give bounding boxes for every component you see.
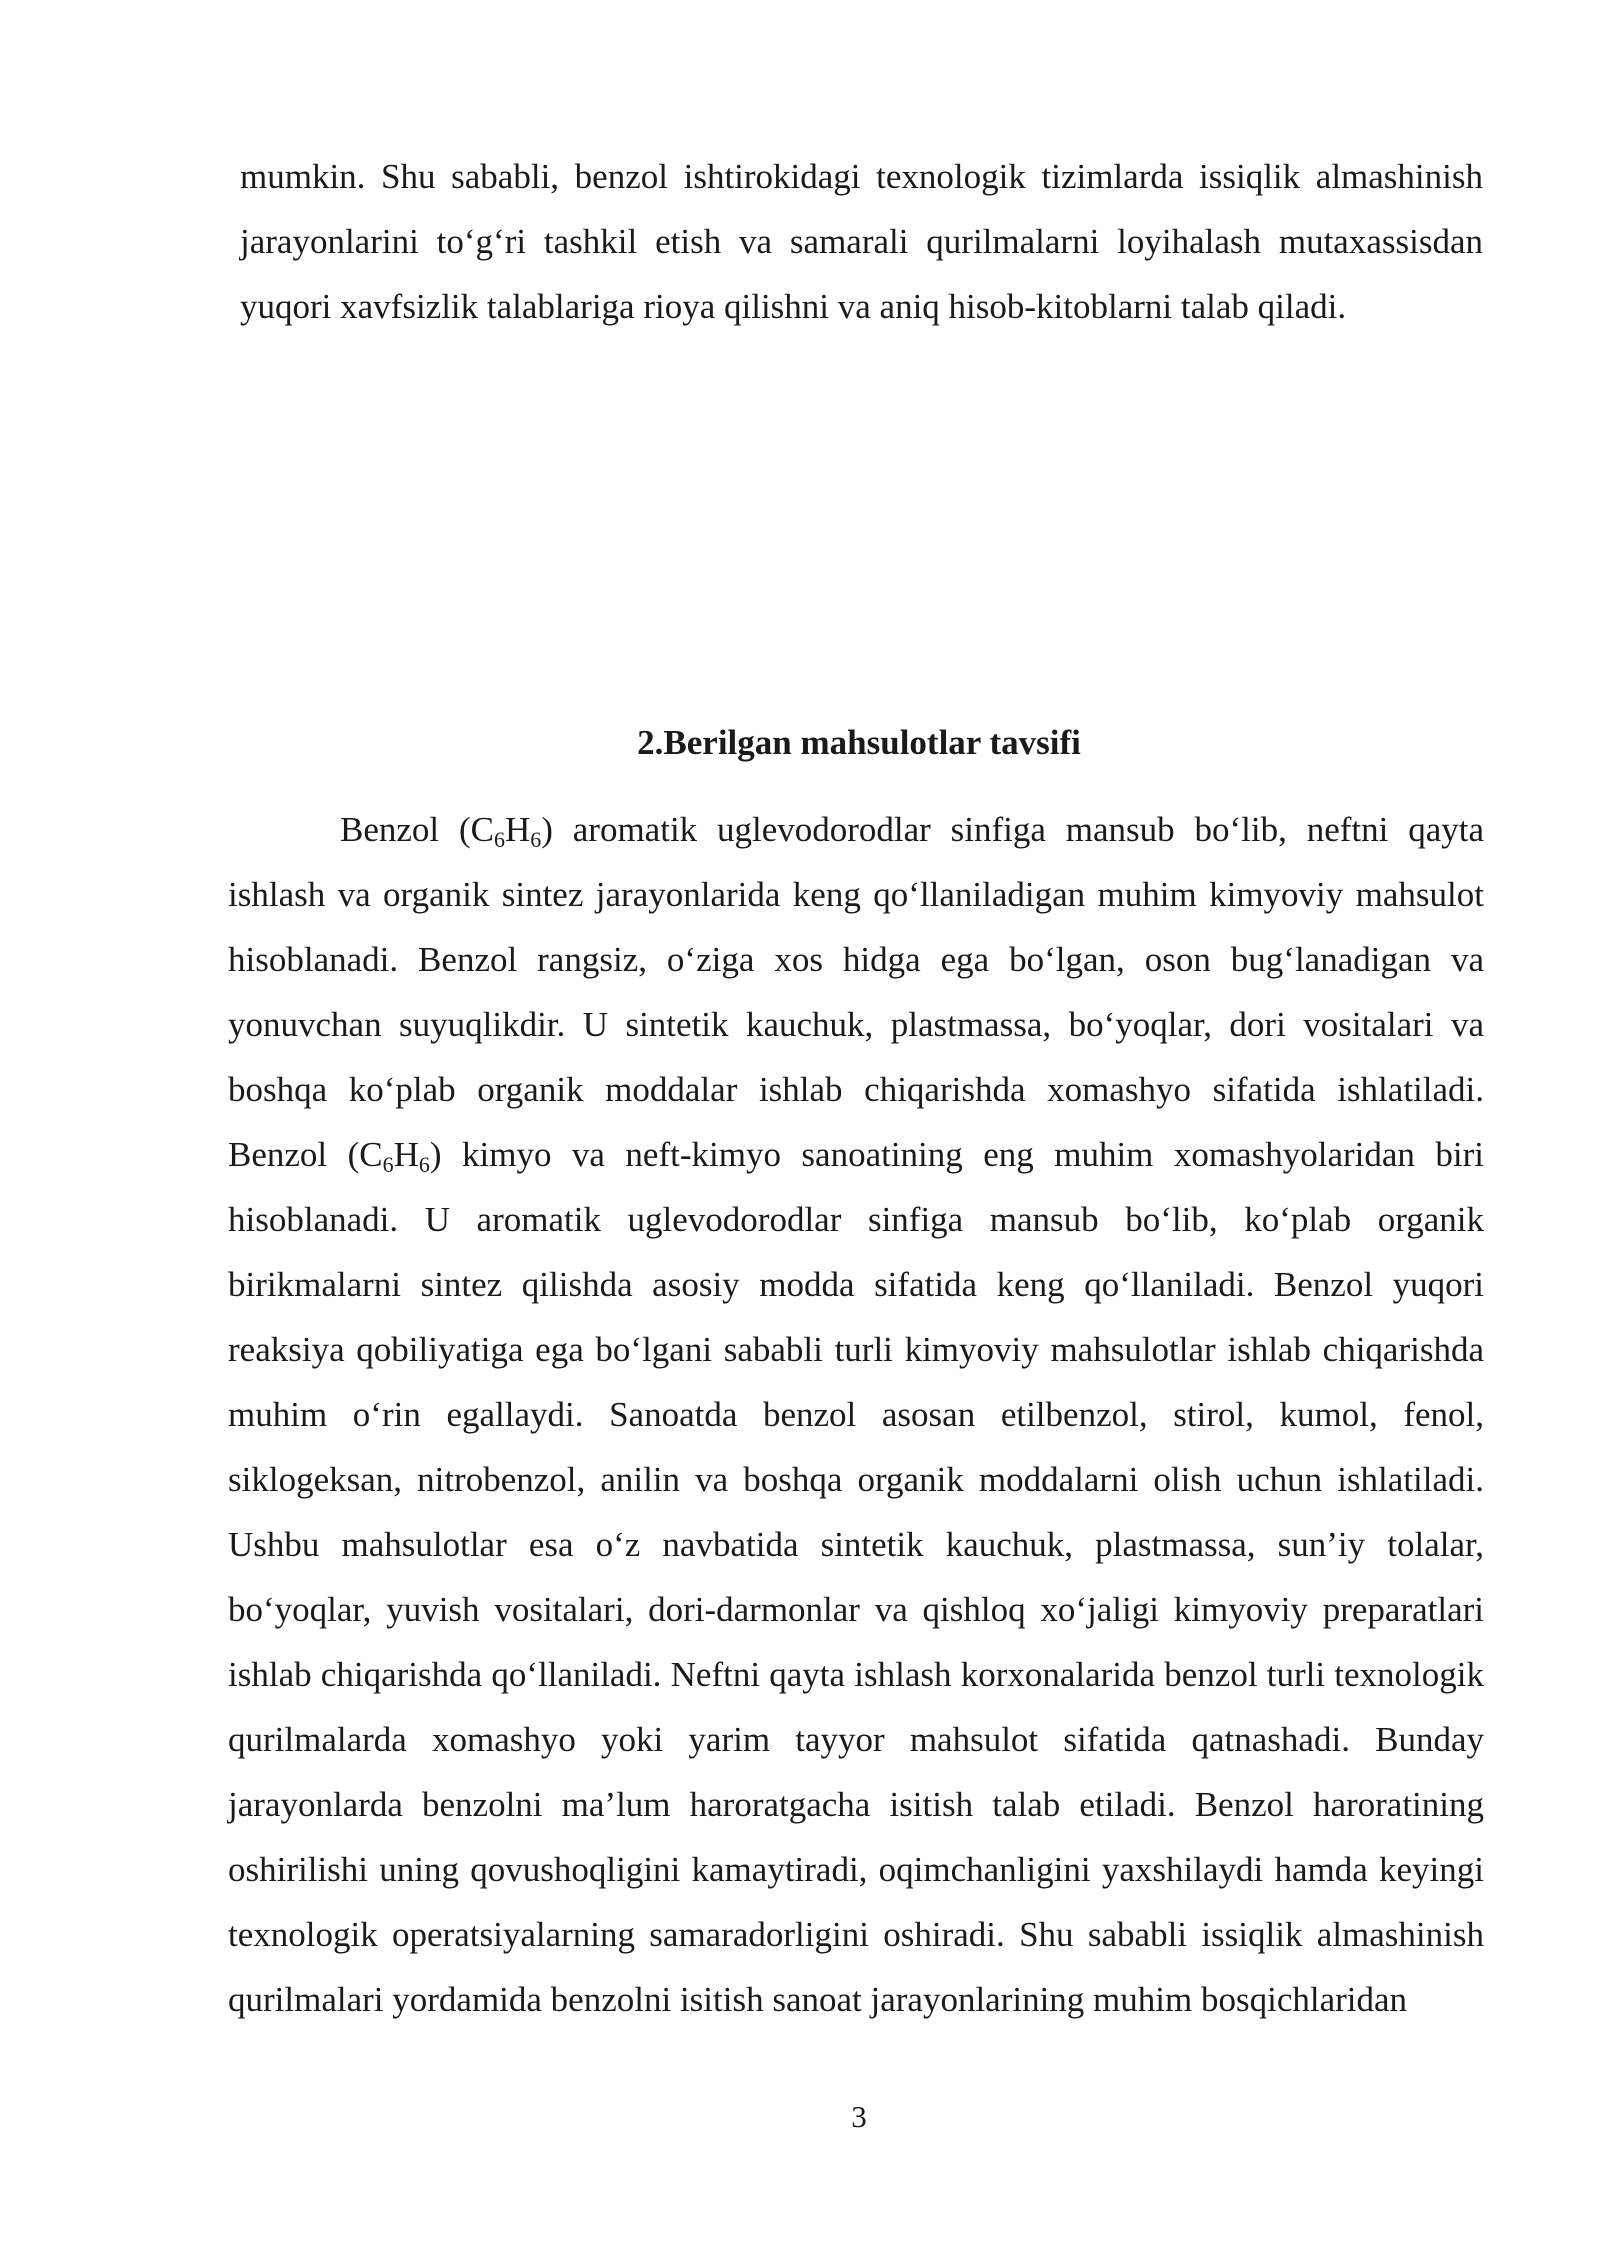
page-number: 3	[851, 2099, 867, 2134]
paragraph-text: ) kimyo va neft-kimyo sanoatining eng muhim xomashyolaridan biri hisoblanadi. U aromatik uglevodorodlar sinfiga mansub bo‘lib, ko‘plab organik birikmalarni sintez qilishda asosiy modda sifatida keng qo‘llaniladi. Benzol yuqori reaksiya qobiliyatiga ega bo‘lgani sababli turli kimyoviy mahsulotlar ishlab chiqarishda muhim o‘rin egallaydi. Sanoatda benzol asosan etilbenzol, stirol, kumol, fenol, siklogeksan, nitrobenzol, anilin va boshqa organik moddalarni olish uchun ishlatiladi. Ushbu mahsulotlar esa o‘z navbatida sintetik kauchuk, plastmassa, sun’iy tolalar, bo‘yoqlar, yuvish vositalari, dori-darmonlar va qishloq xo‘jaligi kimyoviy preparatlari ishlab chiqarishda qo‘llaniladi. Neftni qayta ishlash korxonalarida benzol turli texnologik qurilmalarda xomashyo yoki yarim tayyor mahsulot sifatida qatnashadi. Bunday jarayonlarda benzolni ma’lum haroratgacha isitish talab etiladi. Benzol haroratining oshirilishi uning qovushoqligini kamaytiradi, oqimchanligini yaxshilaydi hamda keyingi texnologik operatsiyalarning samaradorligini oshiradi. Shu sababli issiqlik almashinish qurilmalari yordamida benzolni isitish sanoat jarayonlarining muhim bosqichlaridan	[228, 1135, 1484, 2019]
subscript: 6	[418, 1152, 430, 1177]
paragraph-text: Benzol (C	[340, 810, 494, 849]
subscript: 6	[382, 1152, 394, 1177]
paragraph-text: H	[393, 1135, 419, 1174]
subscript: 6	[530, 827, 542, 852]
subscript: 6	[493, 827, 505, 852]
section-paragraph	[228, 797, 1484, 2032]
intro-paragraph: mumkin. Shu sababli, benzol ishtirokidagi texnologik tizimlarda issiqlik almashinish jarayonlarini to‘g‘ri tashkil etish va samarali qurilmalarni loyihalash mutaxassisdan yuqori xavfsizlik talablariga rioya qilishni va aniq hisob-kitoblarni talab qiladi.	[240, 157, 1483, 326]
paragraph-text: H	[504, 810, 531, 849]
section-heading: 2.Berilgan mahsulotlar tavsifi	[637, 723, 1081, 762]
paragraph-text: ) aromatik uglevodorodlar sinfiga mansub bo‘lib, neftni qayta ishlash va organik sintez jarayonlarida keng qo‘llaniladigan muhim kimyoviy mahsulot hisoblanadi. Benzol rangsiz, o‘ziga xos hidga ega bo‘lgan, oson bug‘lanadigan va yonuvchan suyuqlikdir. U sintetik kauchuk, plastmassa, bo‘yoqlar, dori vositalari va boshqa ko‘plab organik moddalar ishlab chiqarishda xomashyo sifatida ishlatiladi. Benzol (C	[228, 810, 1484, 1174]
